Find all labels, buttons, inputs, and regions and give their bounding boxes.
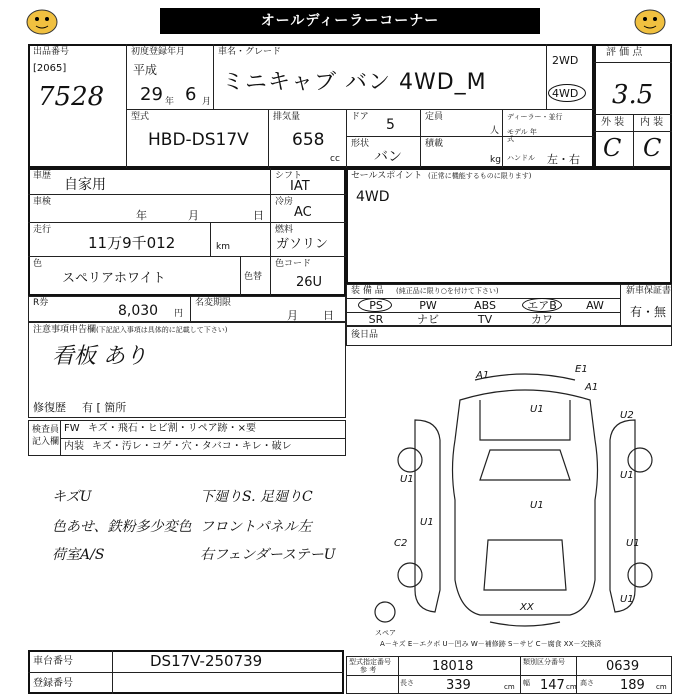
type-cert-sub: 参 考 [360, 666, 377, 674]
sale-points-block [346, 168, 672, 284]
people-unit: 人 [490, 126, 500, 136]
sale-points-value: 4WD [356, 189, 390, 205]
color-label: 色 [33, 259, 43, 269]
shift-label: シフト [275, 171, 303, 181]
width-unit: cm [566, 683, 577, 691]
mascot-icon-left [22, 4, 62, 36]
repair-label: 修復歴 [33, 401, 66, 414]
doors: 5 [386, 117, 395, 133]
equipment-sub: (純正品に限り○を付けて下さい) [396, 287, 499, 295]
width-label: 幅 [523, 679, 530, 687]
lot-no-label: 出品番号 [33, 47, 70, 57]
diagram-mark-1: A1 [476, 370, 490, 381]
equip-leather: カワ [531, 313, 553, 326]
repair-value: 有 [ 箇所 [82, 401, 127, 414]
diagram-mark-6: U1 [400, 474, 414, 485]
history: 自家用 [64, 177, 106, 193]
diagram-mark-4: U1 [530, 404, 544, 415]
equip-airbag-circle [522, 298, 562, 312]
warranty-value: 有・無 [630, 305, 667, 319]
diagram-mark-13: XX [520, 602, 534, 613]
first-reg-label: 初度登録年月 [131, 47, 186, 57]
insp-year-unit: 年 [136, 209, 147, 222]
mascot-icon-right [630, 4, 670, 36]
length-value: 339 [446, 678, 471, 693]
lot-no: 7528 [38, 82, 105, 112]
mileage-label: 走行 [33, 225, 52, 235]
ac-label: 冷房 [275, 197, 294, 207]
history-label: 車歴 [33, 171, 52, 181]
year-prefix: 平成 [133, 63, 158, 77]
type-cert-value: 18018 [432, 659, 474, 674]
sale-points-sub: (正常に機能するものに限ります) [428, 172, 532, 180]
year-unit: 年 [165, 97, 175, 107]
chassis-label: 車台番号 [33, 656, 73, 667]
handle: 左・右 [547, 153, 580, 166]
interior-label: 内 装 [640, 117, 664, 128]
km-unit: km [216, 242, 230, 252]
type-cert-label: 型式指定番号 [349, 658, 391, 666]
transfer-day: 日 [323, 309, 334, 322]
rear-items-label: 後日品 [351, 330, 379, 340]
hand-note-2: 色あせ、鉄粉多少変色 [52, 519, 192, 535]
warranty-label: 新車保証書 [626, 286, 672, 296]
length-unit: cm [504, 683, 515, 691]
vehicle-damage-diagram [375, 350, 670, 640]
score-value: 3.5 [612, 80, 654, 110]
bracket-no: [2065] [33, 63, 67, 74]
recycle-unit: 円 [174, 309, 184, 319]
color: スペリアホワイト [62, 271, 166, 286]
insp-month-unit: 月 [188, 209, 199, 222]
color-code: 26U [296, 275, 323, 290]
equip-abs: ABS [474, 299, 496, 312]
recycle-value: 8,030 [118, 303, 159, 319]
reg-no-label: 登録番号 [33, 678, 73, 689]
reg-year: 29 [140, 84, 163, 105]
model-type-label: 型式 [131, 112, 150, 122]
reg-month: 6 [185, 84, 197, 105]
transfer-month: 月 [287, 309, 298, 322]
notes-handwritten: 看板 あり [52, 344, 147, 369]
diagram-mark-3: A1 [585, 382, 599, 393]
hand-note-6: 右フェンダーステーU [200, 547, 336, 563]
mileage: 11万9千012 [88, 234, 176, 252]
hand-note-1: キズU [52, 489, 92, 505]
diagram-mark-12: U1 [620, 594, 634, 605]
notes-label: 注意事項申告欄 [33, 325, 97, 335]
displacement-label: 排気量 [273, 112, 301, 122]
chassis-no: DS17V-250739 [150, 652, 263, 670]
fuel: ガソリン [276, 237, 329, 252]
fuel-label: 燃料 [275, 225, 294, 235]
4wd-option: 4WD [552, 87, 579, 100]
ac: AC [294, 205, 312, 220]
equip-airbag: エアB [527, 299, 557, 312]
recycle-row [28, 296, 346, 322]
diagram-mark-5: U2 [620, 410, 634, 421]
diagram-mark-11: U1 [626, 538, 640, 549]
equip-navi: ナビ [417, 313, 439, 326]
recycle-label: R券 [33, 298, 49, 308]
insp-day-unit: 日 [253, 209, 264, 222]
inspector-label: 検査員 記入欄 [32, 425, 60, 447]
shift: IAT [290, 179, 310, 194]
class-no-label: 類別区分番号 [523, 658, 565, 666]
4wd-circle [548, 84, 586, 102]
height-value: 189 [620, 678, 645, 693]
diagram-mark-9: U1 [420, 517, 434, 528]
model-grade-label: 車名・グレード [218, 47, 282, 57]
length-label: 長さ [400, 679, 414, 687]
hand-note-4: 下廻りS. 足廻りC [200, 489, 313, 505]
displacement: 658 [292, 130, 325, 150]
transfer-label: 名変期限 [195, 298, 232, 308]
score-label: 評 価 点 [606, 47, 643, 58]
diagram-mark-10: C2 [394, 538, 408, 549]
sale-points-label: セールスポイント [351, 171, 423, 181]
diagram-mark-8: U1 [530, 500, 544, 511]
equip-aw: AW [586, 299, 604, 312]
diagram-mark-2: E1 [575, 364, 588, 375]
hand-note-5: フロントパネル左 [200, 519, 312, 535]
model-name: ミニキャブ バン 4WD_M [222, 70, 487, 95]
color-code-label: 色コード [275, 259, 312, 269]
height-unit: cm [656, 683, 667, 691]
doors-label: ドア [351, 112, 369, 122]
class-no-value: 0639 [606, 659, 640, 674]
model-year-label: モデル 年式 [507, 128, 537, 143]
exterior-grade: C [603, 134, 622, 162]
2wd-option: 2WD [552, 54, 579, 67]
notes-block [28, 322, 346, 418]
interior-grid-label: 内装 [64, 441, 84, 452]
spare-label: スペア [375, 629, 396, 637]
equip-ps: PS [369, 299, 383, 312]
notes-sub-label: (下記記入事項は具体的に記載して下さい) [96, 326, 228, 334]
inspection-label: 車検 [33, 197, 52, 207]
load-label: 積載 [425, 139, 444, 149]
month-unit: 月 [202, 97, 212, 107]
model-type: HBD-DS17V [148, 130, 249, 150]
equip-tv: TV [477, 313, 493, 326]
dealer-label: ディーラー・並行 [507, 113, 563, 121]
handle-label: ハンドル [507, 154, 535, 162]
damage-legend: A－キズ E－エクボ U－凹み W－補修跡 S－サビ C－腐食 XX－交換済 [380, 640, 602, 648]
rear-items-row [346, 326, 672, 346]
interior-grade: C [643, 134, 662, 162]
kg-unit: kg [490, 155, 501, 165]
shape-label: 形状 [351, 139, 370, 149]
equip-sr: SR [368, 313, 384, 326]
sheet-title: オールディーラーコーナー [160, 8, 540, 34]
equipment-label: 装 備 品 [351, 286, 384, 296]
equip-ps-circle [358, 298, 392, 312]
fw-label: FW [64, 423, 80, 434]
exterior-label: 外 装 [601, 117, 625, 128]
equip-pw: PW [419, 299, 437, 312]
width-value: 147 [540, 678, 565, 693]
hand-note-3: 荷室A/S [52, 547, 105, 563]
height-label: 高さ [580, 679, 594, 687]
diagram-mark-7: U1 [620, 470, 634, 481]
shape: バン [374, 149, 402, 165]
interior-options: キズ・汚レ・コゲ・穴・タバコ・キレ・破レ [92, 441, 292, 452]
fw-options: キズ・飛石・ヒビ割・リペア跡・×要 [88, 423, 256, 434]
capacity-label: 定員 [425, 112, 444, 122]
color-change-label: 色替 [244, 272, 263, 282]
cc-unit: cc [330, 154, 340, 164]
